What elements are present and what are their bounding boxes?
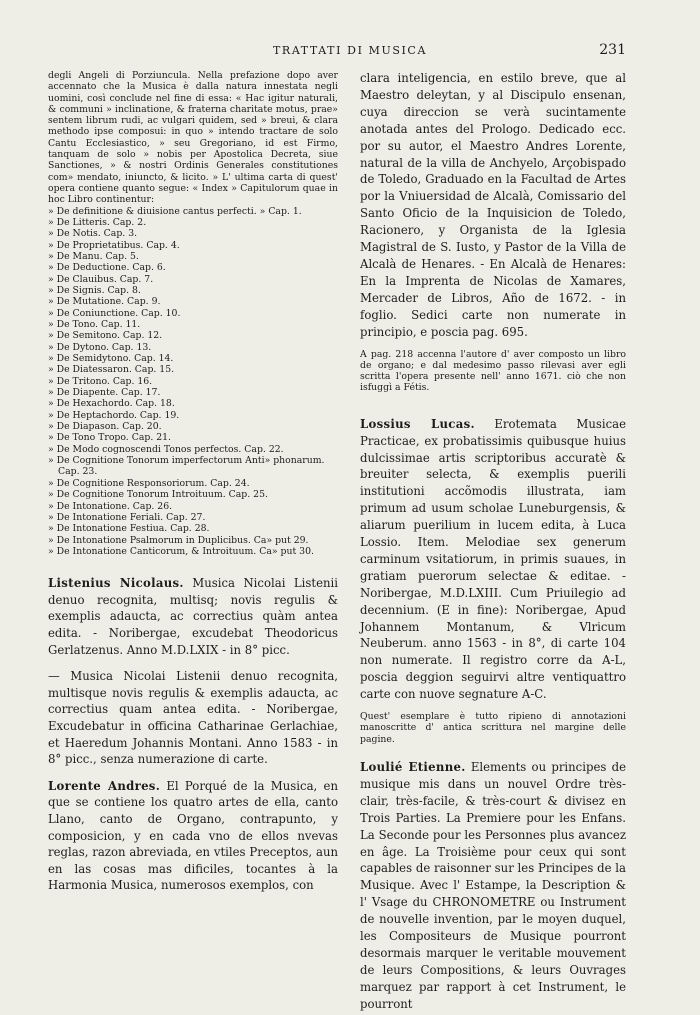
running-header [0,44,700,64]
index-item: » De Deductione. Cap. 6. [48,262,166,274]
index-item: » De Heptachordo. Cap. 19. [48,409,180,421]
index-item: » De Hexachordo. Cap. 18. [48,398,175,410]
entry-listenius-text: Musica Nicolai Listenii denuo recognita, multisq; novis regulis & exemplis adaucta, ac correctius quàm antea edita. - Noribergae, excudebat Theodoricus Gerlatzenus. Anno M.D.LXIX - in 8° picc. [48,576,338,657]
index-item: » De Diapente. Cap. 17. [48,387,161,399]
index-item: » De Intonatione Festiua. Cap. 28. [48,523,210,535]
entry-lorente-continued: clara inteligencia, en estilo breve, que al Maestro deleytan, y al Discipulo ensenan, cuya direccion se verà sucintamente anotada antes del Prologo. Dedicado ecc. por su autor, el Maestro Andres Lorente, natural de la villa de Anchyelo, Arçobispado de Toledo, Graduado en la Facultad de Artes por la Vniuersidad de Alcalà, Comissario del Santo Oficio de la Inquisicion de Toledo, Racionero, y Organista de la Iglesia Magistral de S. Iusto, y Pastor de la Villa de Alcalà de Henares. - En Alcalà de Henares: En la Imprenta de Nicolas de Xamares, Mercader de Libros, Año de 1672. - in foglio. Sedici carte non numerate in principio, e poscia pag. 695. [360,71,626,339]
index-item: » De Mutatione. Cap. 9. [48,296,161,308]
index-item: » De Diapason. Cap. 20. [48,421,162,433]
index-item: » De Clauibus. Cap. 7. [48,273,154,285]
entry-lossius [360,416,626,703]
index-item: » De Cognitione Tonorum imperfectorum Anti» phonarum. Cap. 23. [48,455,325,478]
chapter-index [48,206,338,558]
entry-loulie [360,759,626,1013]
index-item: » De Semidytono. Cap. 14. [48,353,174,365]
left-column [48,70,338,894]
index-item: » De Tono Tropo. Cap. 21. [48,432,172,444]
index-item: » De Intonatione Psalmorum in Duplicibus. Ca» put 29. [48,534,309,546]
entry-loulie-text: Elements ou principes de musique mis dans un nouvel Ordre très-clair, très-facile, & très-court & divisez en Trois Parties. La Premiere pour les Enfans. La Seconde pour les Personnes plus avancez en âge. La Troisième pour ceux qui sont capables de raisonner sur les Principes de la Musique. Avec l' Estampe, la Description & l' Vsage du CHRONOMETRE ou Instrument de nouvelle invention, par le moyen duquel, les Compositeurs de Musique pourront desormais marquer le veritable mouvement de leurs Compositions, & leurs Ouvrages marquez par rapport à cet Instrument, le pourront [360,759,627,1011]
index-item: » De Dytono. Cap. 13. [48,341,152,353]
index-item: » De Cognitione Responsoriorum. Cap. 24. [48,477,250,489]
index-item: » De Litteris. Cap. 2. [48,216,147,228]
index-item: » De Intonatione Canticorum, & Introituum. Ca» put 30. [48,545,314,557]
index-item: » De Coniunctione. Cap. 10. [48,307,181,319]
index-item: » De Intonatione Feriali. Cap. 27. [48,511,206,523]
index-item: » De Modo cognoscendi Tonos perfectos. Cap. 22. [48,443,284,455]
index-item: » De Tritono. Cap. 16. [48,375,153,387]
index-item: » De Proprietatibus. Cap. 4. [48,239,180,251]
entry-lorente [48,778,338,894]
entry-listenius [48,575,338,658]
page-number: 231 [599,42,626,58]
index-item: » De Notis. Cap. 3. [48,228,138,240]
index-item: » De Manu. Cap. 5. [48,250,139,262]
index-item: » De Intonatione. Cap. 26. [48,500,173,512]
right-column [360,70,626,1013]
note-lossius: Quest' esemplare è tutto ripieno di annotazioni manoscritte d' antica scrittura nel margine delle pagine. [360,711,626,745]
entry-lossius-text: Erotemata Musicae Practicae, ex probatissimis quibusque huius dulcissimae artis scriptoribus accuratè & breuiter selecta, & exemplis puerili institutioni accõmodis illustrata, iam primum ad usum scholae Luneburgensis, & aliarum puerilium in lucem edita, à Luca Lossio. Item. Melodiae sex generum carminum vsitatiorum, in primis suaues, in gratiam puerorum selectae & editae. - Noribergae, M.D.LXIII. Cum Priuilegio ad decennium. (E in fine): Noribergae, Apud Johannem Montanum, & Vlricum Neuberum. anno 1563 - in 8°, di carte 104 non numerate. Il registro corre da A-L, poscia deggion seguirvi altre ventiquattro carte con nuove segnature A-C. [360,416,627,702]
headword-loulie: Loulié Etienne. [360,759,466,774]
headword-lorente: Lorente Andres. [48,778,161,793]
headword-lossius: Lossius Lucas. [360,416,475,431]
index-item: » De Tono. Cap. 11. [48,319,141,330]
index-item: » De definitione & diuisione cantus perfecti. » Cap. 1. [48,205,302,217]
index-item: » De Signis. Cap. 8. [48,284,141,296]
running-title: TRATTATI DI MUSICA [273,44,427,57]
headword-listenius: Listenius Nicolaus. [48,576,184,591]
entry-lorente-text: El Porqué de la Musica, en que se contiene los quatro artes de ella, canto Llano, canto de Organo, contrapunto, y composicion, y en cada vno de ellos nvevas reglas, razon abreviada, en vtiles Preceptos, aun en las cosas mas dificiles, tocantes à la Harmonia Musica, numerosos exemplos, con [48,778,338,893]
intro-paragraph: degli Angeli di Porziuncula. Nella prefazione dopo aver accennato che la Musica è dalla natura innestata negli uomini, così conclude nel fine di essa: « Hac igitur naturali, & communi » inclinatione, & fraterna charitate motus, prae» sentem librum rudi, ac vulgari quidem, sed » breui, & clara methodo ipse composui: in quo » intendo tractare de solo Cantu Ecclesiastico, » seu Gregoriano, id est Firmo, tanquam de solo » nobis per Apostolica Decreta, siue Sanctiones, » & nostri Ordinis Generales constitutiones com» mendato, iniuncto, & licito. » L' ultima carta di quest' opera contiene quanto segue: « Index » Capitulorum quae in hoc Libro continentur: [48,70,338,206]
entry-listenius-second: — Musica Nicolai Listenii denuo recognita, multisque novis regulis & exemplis adaucta, ac correctius quam antea edita. - Noribergae, Excudebatur in officina Catharinae Gerlachiae, et Haeredum Johannis Montani. Anno 1583 - in 8° picc., senza numerazione di carte. [48,669,338,767]
note-lorente: A pag. 218 accenna l'autore d' aver composto un libro de organo; e dal medesimo passo rilevasi aver egli scritta l'opera presente nell' anno 1671. ciò che non isfuggì a Fétis. [360,348,626,394]
index-item: » De Cognitione Tonorum Introituum. Cap. 25. [48,489,268,501]
index-item: » De Semitono. Cap. 12. [48,330,163,342]
index-item: » De Diatessaron. Cap. 15. [48,364,175,376]
